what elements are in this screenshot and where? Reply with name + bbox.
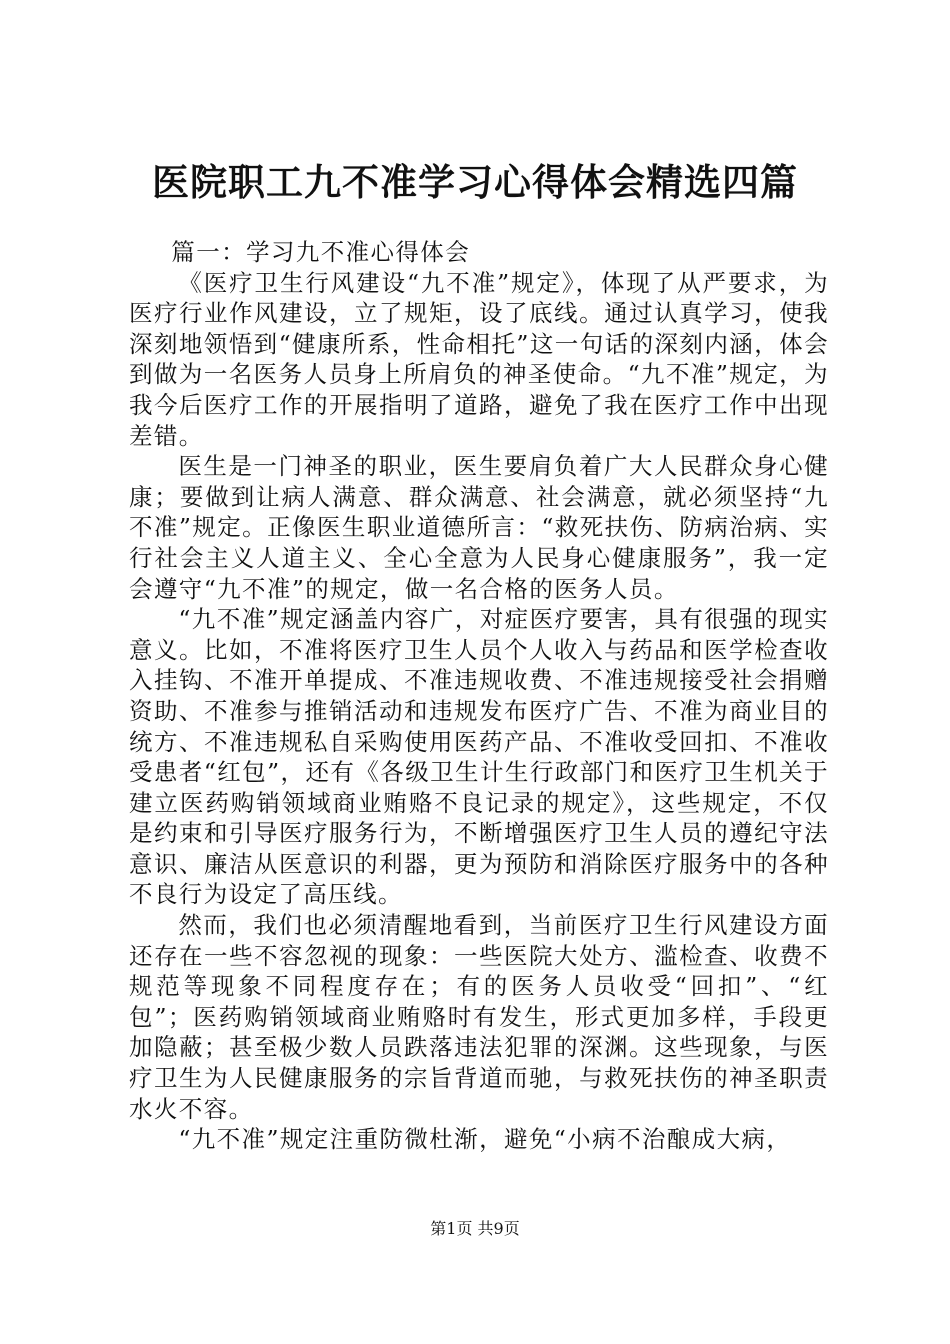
paragraph: 《医疗卫生行风建设“九不准”规定》，体现了从严要求，为医疗行业作风建设，立了规矩，设了底线。通过认真学习，使我深刻地领悟到“健康所系，性命相托”这一句话的深刻内涵，体会到做为一名医务人员身上所肩负的神圣使命。“九不准”规定，为我今后医疗工作的开展指明了道路，避免了我在医疗工作中出现差错。: [129, 268, 829, 450]
paragraph: 医生是一门神圣的职业，医生要肩负着广大人民群众身心健康；要做到让病人满意、群众满意、社会满意，就必须坚持“九不准”规定。正像医生职业道德所言：“救死扶伤、防病治病、实行社会主义人道主义、全心全意为人民身心健康服务”，我一定会遵守“九不准”的规定，做一名合格的医务人员。: [129, 452, 829, 603]
section-heading: 篇一：学习九不准心得体会: [171, 238, 471, 266]
page-indicator: 第1页 共9页: [430, 1219, 520, 1238]
document-title: 医院职工九不准学习心得体会精选四篇: [152, 160, 798, 204]
paragraph: 然而，我们也必须清醒地看到，当前医疗卫生行风建设方面还存在一些不容忽视的现象：一些医院大处方、滥检查、收费不规范等现象不同程度存在；有的医务人员收受“回扣”、“红包”；医药购销领域商业贿赂时有发生，形式更加多样，手段更加隐蔽；甚至极少数人员跌落违法犯罪的深渊。这些现象，与医疗卫生为人民健康服务的宗旨背道而驰，与救死扶伤的神圣职责水火不容。: [129, 911, 829, 1123]
paragraph: “九不准”规定注重防微杜渐，避免“小病不治酿成大病，: [178, 1125, 792, 1154]
paragraph: “九不准”规定涵盖内容广，对症医疗要害，具有很强的现实意义。比如，不准将医疗卫生人员个人收入与药品和医学检查收入挂钩、不准开单提成、不准违规收费、不准违规接受社会捐赠资助、不准参与推销活动和违规发布医疗广告、不准为商业目的统方、不准违规私自采购使用医药产品、不准收受回扣、不准收受患者“红包”，还有《各级卫生计生行政部门和医疗卫生机关于建立医药购销领域商业贿赂不良记录的规定》，这些规定，不仅是约束和引导医疗服务行为，不断增强医疗卫生人员的遵纪守法意识、廉洁从医意识的利器，更为预防和消除医疗服务中的各种不良行为设定了高压线。: [129, 605, 829, 909]
document-body: [129, 237, 829, 1155]
